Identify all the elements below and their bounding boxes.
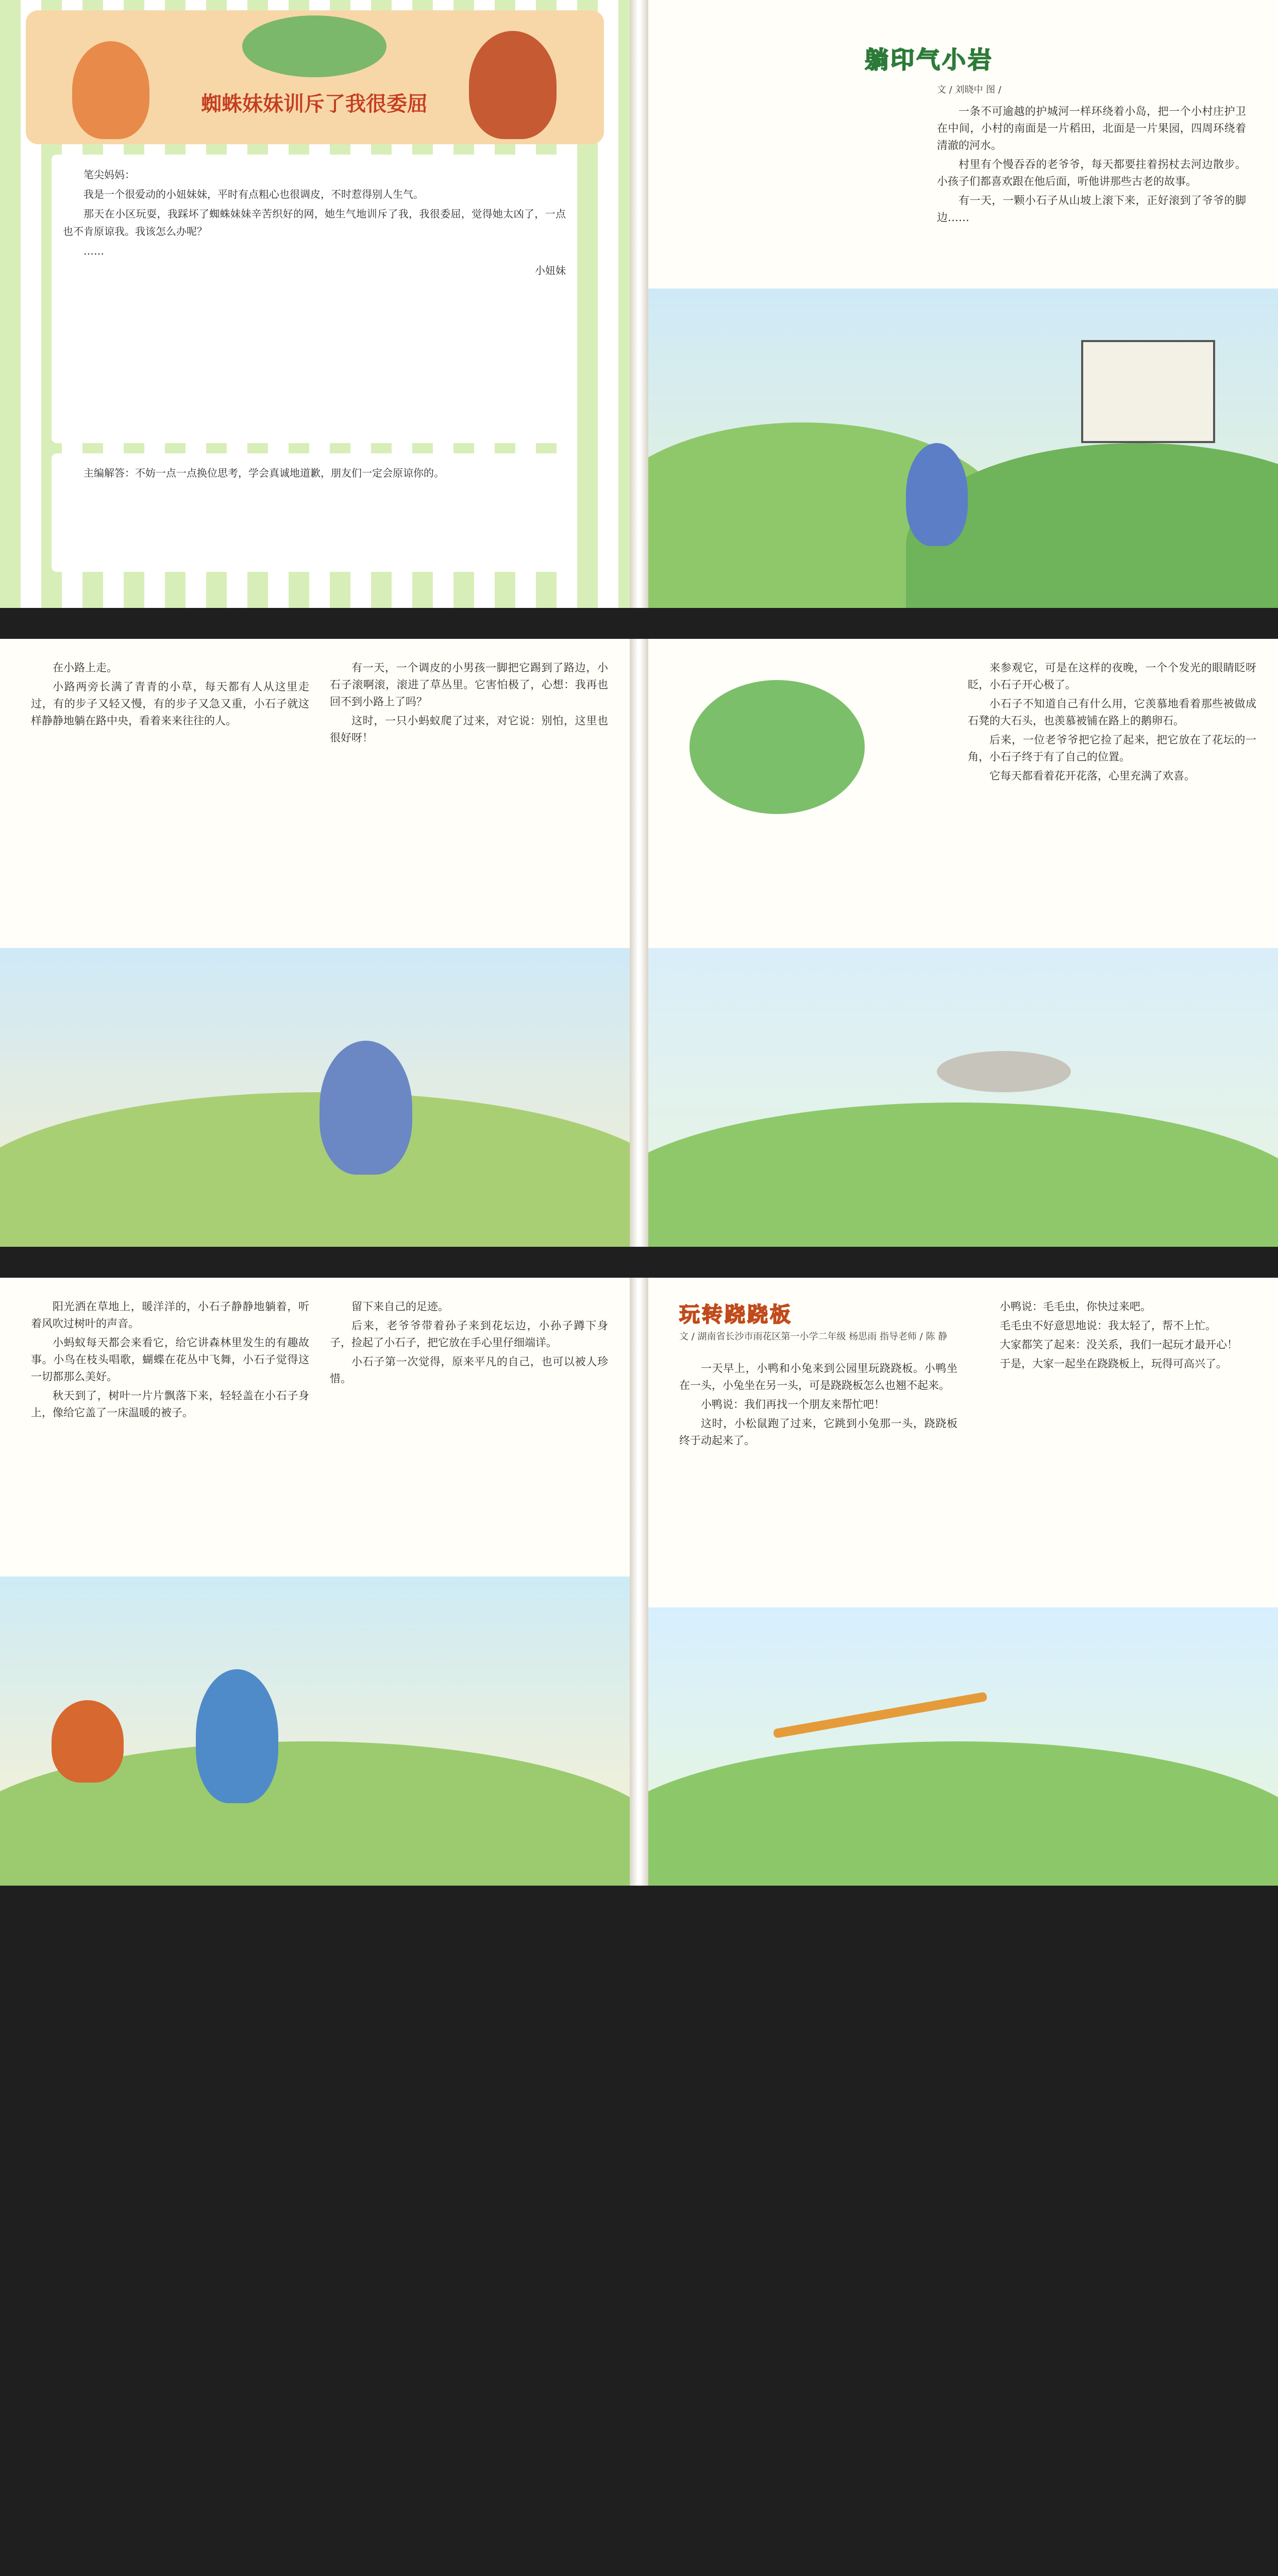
story-body xyxy=(330,659,608,948)
author-line: 文 / 刘晓中 图 / xyxy=(937,84,1002,95)
paragraph: 我是一个很爱动的小妞妹妹，平时有点粗心也很调皮，不时惹得别人生气。 xyxy=(83,188,424,200)
forest-illustration xyxy=(0,1577,630,1886)
grass xyxy=(0,1092,630,1247)
letter-body xyxy=(52,155,577,443)
paragraph: 于是，大家一起坐在跷跷板上，玩得可高兴了。 xyxy=(1000,1358,1227,1370)
paragraph: 小路两旁长满了青青的小草，每天都有人从这里走过，有的步子又轻又慢，有的步子又急又重，小石子就这样静静地躺在路中央，看着来来往往的人。 xyxy=(31,681,309,727)
man-figure xyxy=(320,1041,412,1175)
story-body xyxy=(31,1298,309,1556)
story-body xyxy=(968,659,1256,948)
paragraph: 一条不可逾越的护城河一样环绕着小岛，把一个小村庄护卫在中间，小村的南面是一片稻田，北面是一片果园，四周环绕着清澈的河水。 xyxy=(937,105,1246,151)
paragraph: 小石子不知道自己有什么用，它羡慕地看着那些被做成石凳的大石头，也羡慕被铺在路上的鹅卵石。 xyxy=(968,698,1256,727)
reply-body xyxy=(52,453,577,572)
paragraph: 它每天都看着花开花落，心里充满了欢喜。 xyxy=(989,770,1195,782)
page-2-right xyxy=(648,639,1278,1247)
page-2-left xyxy=(0,639,630,1247)
paragraph: 小鸭说：毛毛虫，你快过来吧。 xyxy=(1000,1300,1151,1313)
paragraph: 这时，小松鼠跑了过来，它跳到小兔那一头，跷跷板终于动起来了。 xyxy=(679,1417,957,1447)
tree-canopy xyxy=(690,680,865,814)
house xyxy=(1081,340,1215,443)
spread-3 xyxy=(0,1278,1278,1886)
paragraph: 大家都笑了起来：没关系，我们一起玩才最开心！ xyxy=(1000,1338,1238,1351)
paragraph: 村里有个慢吞吞的老爷爷，每天都要拄着拐杖去河边散步。小孩子们都喜欢跟在他后面，听他讲那些古老的故事。 xyxy=(937,158,1246,188)
gutter xyxy=(630,1278,648,1886)
paragraph: 一天早上，小鸭和小兔来到公园里玩跷跷板。小鸭坐在一头，小兔坐在另一头，可是跷跷板怎么也翘不起来。 xyxy=(679,1362,957,1392)
paragraph: 毛毛虫不好意思地说：我太轻了，帮不上忙。 xyxy=(1000,1319,1216,1332)
gutter xyxy=(630,639,648,1247)
spread-1 xyxy=(0,0,1278,608)
paragraph: 后来，一位老爷爷把它捡了起来，把它放在了花坛的一角，小石子终于有了自己的位置。 xyxy=(968,734,1256,763)
paragraph: 这时，一只小蚂蚁爬了过来，对它说：别怕，这里也很好呀！ xyxy=(330,715,608,744)
stone-table-illustration xyxy=(648,948,1278,1247)
paragraph: 阳光洒在草地上，暖洋洋的，小石子静静地躺着，听着风吹过树叶的声音。 xyxy=(31,1300,309,1330)
paragraph: 在小路上走。 xyxy=(53,662,117,674)
paragraph: 小石子第一次觉得，原来平凡的自己，也可以被人珍惜。 xyxy=(330,1355,608,1385)
paragraph: …… xyxy=(83,245,104,257)
article-title: 蜘蛛妹妹训斥了我很委屈 xyxy=(201,92,428,116)
fox-figure xyxy=(52,1700,124,1783)
page-1-left xyxy=(0,0,630,608)
gutter xyxy=(630,0,648,608)
story-title: 玩转跷跷板 xyxy=(679,1303,793,1327)
page-3-left xyxy=(0,1278,630,1886)
page-1-right xyxy=(648,0,1278,608)
paragraph: 那天在小区玩耍，我踩坏了蜘蛛妹妹辛苦织好的网，她生气地训斥了我，我很委屈，觉得她太凶了，一点也不肯原谅我。我该怎么办呢？ xyxy=(63,208,566,238)
paragraph: 小鸭说：我们再找一个朋友来帮忙吧！ xyxy=(701,1398,885,1411)
seesaw-illustration xyxy=(648,1607,1278,1886)
paragraph: 秋天到了，树叶一片片飘落下来，轻轻盖在小石子身上，像给它盖了一床温暖的被子。 xyxy=(31,1389,309,1419)
seesaw xyxy=(773,1692,988,1739)
stone-table xyxy=(937,1051,1071,1092)
tree-canopy xyxy=(242,15,386,77)
grass xyxy=(648,1741,1278,1886)
story-body xyxy=(330,1298,608,1556)
story-body xyxy=(31,659,309,948)
old-man-figure xyxy=(906,443,968,546)
page-3-right xyxy=(648,1278,1278,1886)
paragraph: 笔尖妈妈： xyxy=(83,168,135,181)
grass xyxy=(648,1103,1278,1247)
paragraph: 来参观它，可是在这样的夜晚，一个个发光的眼睛眨呀眨，小石子开心极了。 xyxy=(968,662,1256,691)
paragraph: 小蚂蚁每天都会来看它，给它讲森林里发生的有趣故事。小鸟在枝头唱歌，蝴蝶在花丛中飞舞，小石子觉得这一切都那么美好。 xyxy=(31,1336,309,1383)
cover-illustration xyxy=(26,10,604,144)
spread-4 xyxy=(0,1917,1278,2524)
story-title: 躺印气小岩 xyxy=(865,46,994,74)
reply-text: 主编解答：不妨一点一点换位思考，学会真诚地道歉，朋友们一定会原谅你的。 xyxy=(83,467,444,479)
paragraph: 留下来自己的足迹。 xyxy=(351,1300,449,1313)
author-line: 文 / 湖南省长沙市雨花区第一小学二年级 杨思雨 指导老师 / 陈 静 xyxy=(679,1331,948,1342)
spread-2 xyxy=(0,639,1278,1247)
village-illustration xyxy=(648,289,1278,608)
story-body xyxy=(978,1298,1256,1597)
paragraph: 后来，老爷爷带着孙子来到花坛边，小孙子蹲下身子，捡起了小石子，把它放在手心里仔细端详。 xyxy=(330,1319,608,1349)
paragraph: 有一天，一颗小石子从山坡上滚下来，正好滚到了爷爷的脚边…… xyxy=(937,194,1246,224)
paragraph: 有一天，一个调皮的小男孩一脚把它踢到了路边，小石子滚啊滚，滚进了草丛里。它害怕极了，心想：我再也回不到小路上了吗？ xyxy=(330,662,608,708)
signature: 小妞妹 xyxy=(535,264,566,277)
girl-figure xyxy=(469,31,557,139)
grandpa-figure xyxy=(196,1669,278,1803)
garden-illustration xyxy=(648,639,957,948)
story-body xyxy=(679,1360,957,1597)
stone-path-illustration xyxy=(0,948,630,1247)
